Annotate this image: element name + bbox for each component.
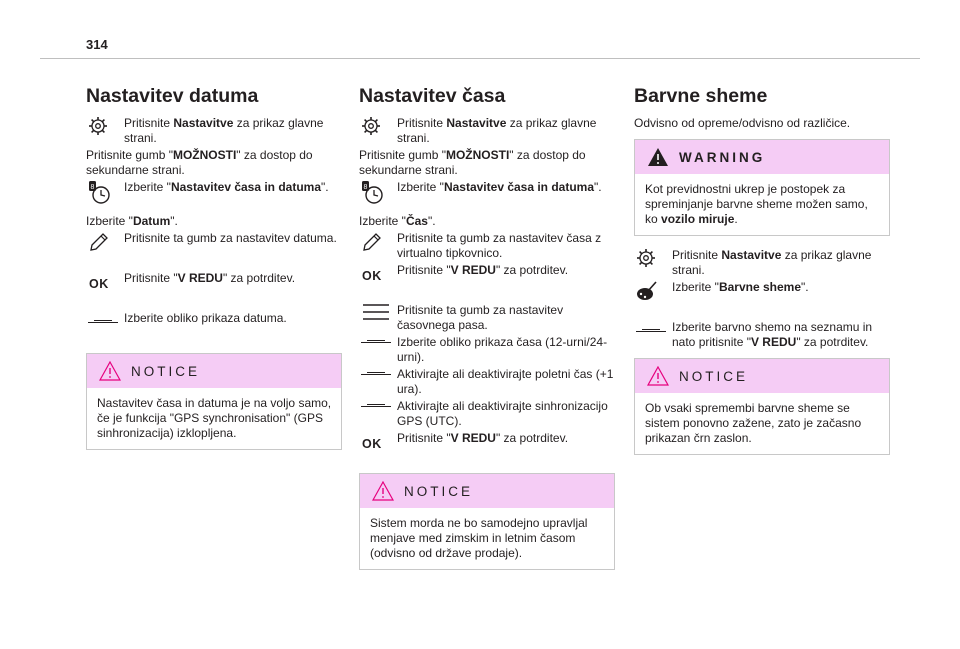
notice-text: Ob vsaki spremembi barvne sheme se sistem ponovno zažene, zato je začasno prikazan črn zaslon. bbox=[645, 401, 862, 445]
step-select-scheme bbox=[634, 320, 890, 350]
step-edit-date bbox=[86, 231, 342, 257]
pencil-icon bbox=[359, 231, 397, 257]
warning-header bbox=[635, 140, 889, 174]
text: " za potrditev. bbox=[796, 335, 869, 349]
text: Pritisnite gumb " bbox=[359, 148, 446, 162]
notice-title: NOTICE bbox=[131, 363, 201, 379]
text: Pritisnite bbox=[124, 116, 174, 130]
text: Izberite " bbox=[672, 280, 719, 294]
warning-box bbox=[634, 139, 890, 236]
notice-title: NOTICE bbox=[404, 483, 474, 499]
svg-text:8: 8 bbox=[90, 184, 95, 191]
text: . bbox=[734, 212, 738, 226]
gear-icon bbox=[359, 116, 397, 142]
warning-triangle-icon bbox=[99, 361, 121, 381]
notice-title: NOTICE bbox=[679, 368, 749, 384]
bold-text: MOŽNOSTI bbox=[172, 148, 237, 162]
warning-triangle-icon bbox=[372, 481, 394, 501]
text: Izberite barvno shemo na seznamu in nato pritisnite " bbox=[672, 320, 873, 349]
step-gps-sync bbox=[359, 399, 615, 429]
ok-label: OK bbox=[89, 277, 109, 291]
warning-text bbox=[635, 174, 889, 235]
section-time-settings bbox=[359, 84, 615, 570]
step-date-format bbox=[86, 311, 342, 337]
clock-icon bbox=[359, 180, 397, 206]
text: Izberite " bbox=[86, 214, 133, 228]
step-text: Izberite obliko prikaza časa (12-urni/24-urni). bbox=[397, 335, 608, 364]
text: " za dostop do sekundarne strani. bbox=[359, 148, 586, 177]
instruction-select-time bbox=[359, 214, 615, 229]
page-number: 314 bbox=[86, 37, 108, 52]
instruction-options bbox=[86, 148, 342, 178]
text: " za dostop do sekundarne strani. bbox=[86, 148, 313, 177]
step-settings bbox=[634, 248, 890, 278]
ok-icon bbox=[86, 271, 124, 297]
bold-text: Nastavitve bbox=[721, 248, 782, 262]
svg-text:8: 8 bbox=[363, 184, 368, 191]
text: Pritisnite bbox=[397, 116, 447, 130]
bold-text: Nastavitve bbox=[446, 116, 507, 130]
pencil-icon bbox=[86, 231, 124, 257]
warning-triangle-icon bbox=[647, 147, 669, 167]
list-icon bbox=[359, 335, 397, 361]
notice-box bbox=[359, 473, 615, 570]
ok-label: OK bbox=[362, 437, 382, 451]
warning-title: WARNING bbox=[679, 149, 766, 165]
text: za prikaz glavne strani. bbox=[124, 116, 324, 145]
step-edit-time bbox=[359, 231, 615, 261]
ok-label: OK bbox=[362, 269, 382, 283]
bold-text: Datum bbox=[132, 214, 171, 228]
paint-brush-icon bbox=[634, 280, 672, 306]
step-settings bbox=[86, 116, 342, 146]
intro-text: Odvisno od opreme/odvisno od različice. bbox=[634, 116, 851, 130]
notice-text: Nastavitev časa in datuma je na voljo samo, če je funkcija "GPS synchronisation" (GPS sinhronizacija) izklopljena. bbox=[97, 396, 332, 440]
bold-text: V REDU bbox=[177, 271, 223, 285]
clock-icon bbox=[86, 180, 124, 206]
section-title: Barvne sheme bbox=[634, 85, 768, 107]
text: za prikaz glavne strani. bbox=[397, 116, 597, 145]
warning-triangle-icon bbox=[647, 366, 669, 386]
top-rule bbox=[40, 58, 920, 59]
toggle-icon bbox=[359, 367, 397, 393]
notice-box bbox=[86, 353, 342, 450]
toggle-icon bbox=[359, 399, 397, 425]
list-icon bbox=[86, 311, 124, 337]
step-text: Pritisnite ta gumb za nastavitev datuma. bbox=[124, 231, 337, 245]
text: Pritisnite " bbox=[397, 263, 451, 277]
text: ". bbox=[427, 214, 436, 228]
instruction-options bbox=[359, 148, 615, 178]
step-daylight-saving bbox=[359, 367, 615, 397]
text: Pritisnite " bbox=[397, 431, 451, 445]
bold-text: Nastavitev časa in datuma bbox=[170, 180, 322, 194]
text: Izberite " bbox=[359, 214, 406, 228]
bold-text: Nastavitve bbox=[173, 116, 234, 130]
bold-text: Čas bbox=[405, 214, 428, 228]
step-settings bbox=[359, 116, 615, 146]
step-colour-schemes bbox=[634, 280, 890, 306]
text: " za potrditev. bbox=[495, 263, 569, 277]
step-confirm bbox=[86, 271, 342, 297]
instruction-select-date bbox=[86, 214, 342, 229]
text: ". bbox=[321, 180, 329, 194]
step-time-date bbox=[86, 180, 342, 206]
step-time-format bbox=[359, 335, 615, 365]
notice-header bbox=[360, 474, 614, 508]
step-timezone bbox=[359, 303, 615, 333]
ok-icon bbox=[359, 263, 397, 289]
gear-icon bbox=[86, 116, 124, 142]
notice-header bbox=[635, 359, 889, 393]
section-date-settings bbox=[86, 84, 342, 450]
section-title: Nastavitev datuma bbox=[86, 85, 259, 107]
text: Pritisnite gumb " bbox=[86, 148, 173, 162]
notice-header bbox=[87, 354, 341, 388]
text: Pritisnite bbox=[672, 248, 722, 262]
gear-icon bbox=[634, 248, 672, 274]
text: Kot previdnostni ukrep je postopek za spreminjanje barvne sheme možen samo, ko bbox=[645, 182, 868, 226]
bold-text: V REDU bbox=[750, 335, 797, 349]
bold-text: V REDU bbox=[450, 263, 496, 277]
text: " za potrditev. bbox=[222, 271, 296, 285]
bold-text: MOŽNOSTI bbox=[445, 148, 510, 162]
text: za prikaz glavne strani. bbox=[672, 248, 872, 277]
list-icon bbox=[634, 320, 672, 346]
notice-box bbox=[634, 358, 890, 455]
bold-text: vozilo miruje bbox=[661, 212, 735, 226]
ok-icon bbox=[359, 431, 397, 457]
text: Izberite " bbox=[397, 180, 444, 194]
step-time-date bbox=[359, 180, 615, 206]
step-text: Izberite obliko prikaza datuma. bbox=[124, 311, 287, 325]
step-text: Aktivirajte ali deaktivirajte poletni čas (+1 ura). bbox=[397, 367, 614, 396]
menu-icon bbox=[359, 303, 397, 329]
text: Izberite " bbox=[124, 180, 171, 194]
text: ". bbox=[594, 180, 602, 194]
step-text: Aktivirajte ali deaktivirajte sinhronizacijo GPS (UTC). bbox=[397, 399, 608, 428]
step-text: Pritisnite ta gumb za nastavitev časa z virtualno tipkovnico. bbox=[397, 231, 602, 260]
section-title: Nastavitev časa bbox=[359, 85, 506, 107]
step-confirm-final bbox=[359, 431, 615, 457]
bold-text: V REDU bbox=[450, 431, 496, 445]
notice-text: Sistem morda ne bo samodejno upravljal menjave med zimskim in letnim časom (odvisno od države prodaje). bbox=[370, 516, 588, 560]
text: Pritisnite " bbox=[124, 271, 178, 285]
section-colour-schemes bbox=[634, 84, 890, 455]
step-confirm bbox=[359, 263, 615, 289]
text: " za potrditev. bbox=[495, 431, 569, 445]
step-text: Pritisnite ta gumb za nastavitev časovnega pasa. bbox=[397, 303, 564, 332]
text: ". bbox=[801, 280, 809, 294]
bold-text: Barvne sheme bbox=[718, 280, 801, 294]
bold-text: Nastavitev časa in datuma bbox=[443, 180, 595, 194]
text: ". bbox=[170, 214, 178, 228]
